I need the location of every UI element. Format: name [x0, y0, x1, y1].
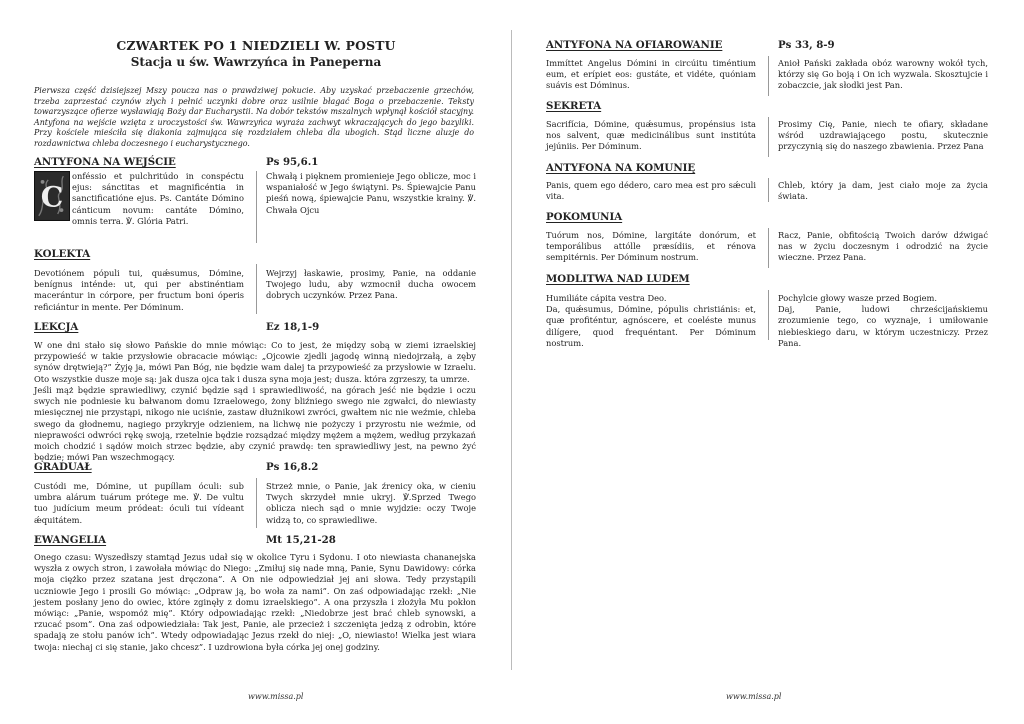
- footer-link[interactable]: www.missa.pl: [248, 692, 304, 701]
- right-page: [512, 0, 1024, 724]
- gradual-heading: GRADUAŁ: [34, 461, 92, 473]
- postcommunion-latin: Tuórum nos, Dómine, largitáte donórum, et temporálibus attólle præsídiis, et rénova sempitérnis. Per Dóminum nostrum.: [546, 230, 756, 263]
- introit-reference: Ps 95,6.1: [266, 156, 319, 168]
- secret-polish: Prosimy Cię, Panie, niech te ofiary, składane wśród uzdrawiającego postu, skutecznie przyczynią się do naszego zbawienia. Przez Pana: [778, 119, 988, 152]
- communion-heading: ANTYFONA NA KOMUNIĘ: [546, 162, 696, 174]
- prayer-over-people-latin: Humiliáte cápita vestra Deo. Da, quǽsumus, Dómine, pópulis christiánis: et, quæ profiténtur, agnóscere, et coeléste munus dilígere, quod frequéntant. Per Dóminum nostrum.: [546, 293, 756, 348]
- introit-polish: Chwałą i pięknem promienieje Jego oblicze, moc i wspaniałość w Jego świątyni. Ps. Śpiewajcie Panu pieśń nową, śpiewajcie Panu, wszystkie krainy. ℣. Chwała Ojcu: [266, 171, 476, 215]
- gospel-text: Onego czasu: Wyszedłszy stamtąd Jezus udał się w okolice Tyru i Sydonu. I oto niewiasta chananejska wyszła z owych stron, i zawołała mówiąc do Niego: „Zmiłuj się nade mną, Panie, Synu Dawidowy: córka moja ciężko przez szatana jest dręczona”. A On nie odpowiedział jej ani słowa. Tedy przystąpili uczniowie Jego i prosili Go mówiąc: „Odpraw ją, bo woła za nami”. On zaś odpowiadając rzekł: „Nie jestem posłany jeno do owiec, które zginęły z domu izraelskiego”. A ona przyszła i złożyła Mu pokłon mówiąc: „Panie, wspomóż mię”. Który odpowiadając rzekł: „Niedobrze jest brać chleb synowski, a rzucać psom”. Ona zaś odpowiedziała: Tak jest, Panie, ale przecież i szczenięta jedzą z odrobin, które spadają ze stołu panów ich”. Wtedy odpowiadając Jezus rzekł do niej: „O, niewiasto! Wielka jest wiara twoja: niechaj ci się stanie, jako chcesz”. I uzdrowiona była córka jej onej godziny.: [34, 552, 476, 652]
- offertory-reference: Ps 33, 8-9: [778, 39, 835, 51]
- offertory-latin: Immíttet Angelus Dómini in circúitu timéntium eum, et erípiet eos: gustáte, et vidéte, quóniam suávis est Dóminus.: [546, 58, 756, 91]
- column-divider: [256, 171, 257, 243]
- lesson-text-2: Jeśli mąż będzie sprawiedliwy, czynić będzie sąd i sprawiedliwość, na górach jeść nie będzie i oczu swych nie podniesie ku bałwanom domu Izraelowego, żony bliźniego swego nie zgwałci, do niewiasty miesięcznej nie przystąpi, nikogo nie uciśnie, zastaw dłużnikowi zwróci, gwałtem nic nie weźmie, chleba swego da głodnemu, nagiego przykryje odzieniem, na lichwę nie pożyczy i przyrostu nie weźmie, od nieprawości odwróci rękę swoją, rzetelnie będzie rozsądzać między mężem a mężem, według przykazań moich chodzić i sądów moich strzec będzie, aby czynić prawdę: ten sprawiedliwy jest, na pewno żyć będzie; mówi Pan wszechmogący.: [34, 385, 476, 463]
- column-divider: [768, 228, 769, 268]
- collect-polish: Wejrzyj łaskawie, prosimy, Panie, na oddanie Twojego ludu, aby wzmocnił ducha owocem dobrych uczynków. Przez Pana.: [266, 268, 476, 301]
- postcommunion-polish: Racz, Panie, obfitością Twoich darów dźwigać nas w życiu doczesnym i odrodzić na życie wieczne. Przez Pana.: [778, 230, 988, 263]
- page-subtitle: Stacja u św. Wawrzyńca in Paneperna: [130, 55, 382, 69]
- illuminated-initial: [34, 171, 70, 221]
- svg-text:C: C: [40, 179, 64, 214]
- introit-latin: onféssio et pulchritúdo in conspéctu ejus: sánctitas et magnificéntia in sanctificatióne ejus. Ps. Cantáte Dómino cánticum novum: cantáte Dómino, omnis terra. ℣. Glória Patri.: [72, 171, 244, 226]
- postcommunion-heading: POKOMUNIA: [546, 211, 623, 223]
- column-divider: [768, 178, 769, 202]
- lesson-reference: Ez 18,1-9: [266, 321, 320, 333]
- offertory-heading: ANTYFONA NA OFIAROWANIE: [546, 39, 723, 51]
- gradual-reference: Ps 16,8.2: [266, 461, 319, 473]
- intro-text: Pierwsza część dzisiejszej Mszy poucza nas o prawdziwej pokucie. Aby uzyskać przebaczenie grzechów, trzeba zaprzestać czynów złych i pełnić uczynki dobre oraz usilnie błagać Boga o przebaczenie. Teksty towarzyszące ofierze wysławiają Boży dar Eucharystii. Na dobór tekstów mszalnych wpłynął kościół stacyjny. Antyfona na wejście wzięta z uroczystości św. Wawrzyńca wyraża zachwyt wkraczających do jego bazyliki. Przy kościele mieściła się diakonia zajmująca się rozdziałem chleba dla ubogich. Stąd liczne aluzje do rozdawnictwa chleba doczesnego i eucharystycznego.: [34, 86, 474, 148]
- introit-heading: ANTYFONA NA WEJŚCIE: [34, 156, 176, 168]
- ornament-initial-icon: [35, 172, 69, 220]
- collect-heading: KOLEKTA: [34, 248, 91, 260]
- column-divider: [768, 56, 769, 96]
- communion-polish: Chleb, który ja dam, jest ciało moje za życia świata.: [778, 180, 988, 202]
- column-divider: [256, 264, 257, 314]
- gospel-heading: EWANGELIA: [34, 534, 107, 546]
- offertory-polish: Anioł Pański zakłada obóz warowny wokół tych, którzy się Go boją i On ich wyzwala. Skosztujcie i zobaczcie, jak słodki jest Pan.: [778, 58, 988, 91]
- prayer-over-people-polish: Pochylcie głowy wasze przed Bogiem. Daj, Panie, ludowi chrześcijańskiemu zrozumienie tego, co wyznaje, i umiłowanie niebieskiego daru, w którym uczestniczy. Przez Pana.: [778, 293, 988, 348]
- page-title: CZWARTEK PO 1 NIEDZIELI W. POSTU: [116, 38, 396, 53]
- column-divider: [256, 478, 257, 528]
- secret-latin: Sacrifícia, Dómine, quǽsumus, propénsius ista nos salvent, quæ medicinálibus sunt institúta jejúniis. Per Dóminum.: [546, 119, 756, 152]
- secret-heading: SEKRETA: [546, 100, 602, 112]
- gospel-reference: Mt 15,21-28: [266, 534, 336, 546]
- column-divider: [768, 290, 769, 340]
- communion-latin: Panis, quem ego dédero, caro mea est pro sǽculi vita.: [546, 180, 756, 202]
- prayer-over-people-heading: MODLITWA NAD LUDEM: [546, 273, 690, 285]
- lesson-text-1: W one dni stało się słowo Pańskie do mnie mówiąc: Co to jest, że między sobą w ziemi izraelskiej przypowieść w takie przysłowie obracacie mówiąc: „Ojcowie zjedli jagodę winną niedojrzałą, a zęby synów drętwieją?” Żyję ja, mówi Pan Bóg, nie będzie wam dalej ta przypowieść za przysłowie w Izraelu. Oto wszystkie dusze moje są: jak dusza ojca tak i dusza syna moja jest; dusza. która zgrzeszy, ta umrze.: [34, 340, 476, 384]
- footer-link[interactable]: www.missa.pl: [726, 692, 782, 701]
- lesson-heading: LEKCJA: [34, 321, 79, 333]
- gradual-polish: Strzeż mnie, o Panie, jak źrenicy oka, w cieniu Twych skrzydeł mnie ukryj. ℣.Sprzed Twego oblicza niech sąd o mnie wyjdzie: oczy Twoje widzą to, co sprawiedliwe.: [266, 481, 476, 525]
- gradual-latin: Custódi me, Dómine, ut pupíllam óculi: sub umbra alárum tuárum prótege me. ℣. De vultu tuo judícium meum pródeat: óculi tui vídeant ǽquitátem.: [34, 481, 244, 525]
- column-divider: [768, 117, 769, 157]
- collect-latin: Devotiónem pópuli tui, quǽsumus, Dómine, benígnus inténde: ut, qui per abstinéntiam macerántur in córpore, per fructum boni óperis reficiántur in mente. Per Dóminum.: [34, 268, 244, 312]
